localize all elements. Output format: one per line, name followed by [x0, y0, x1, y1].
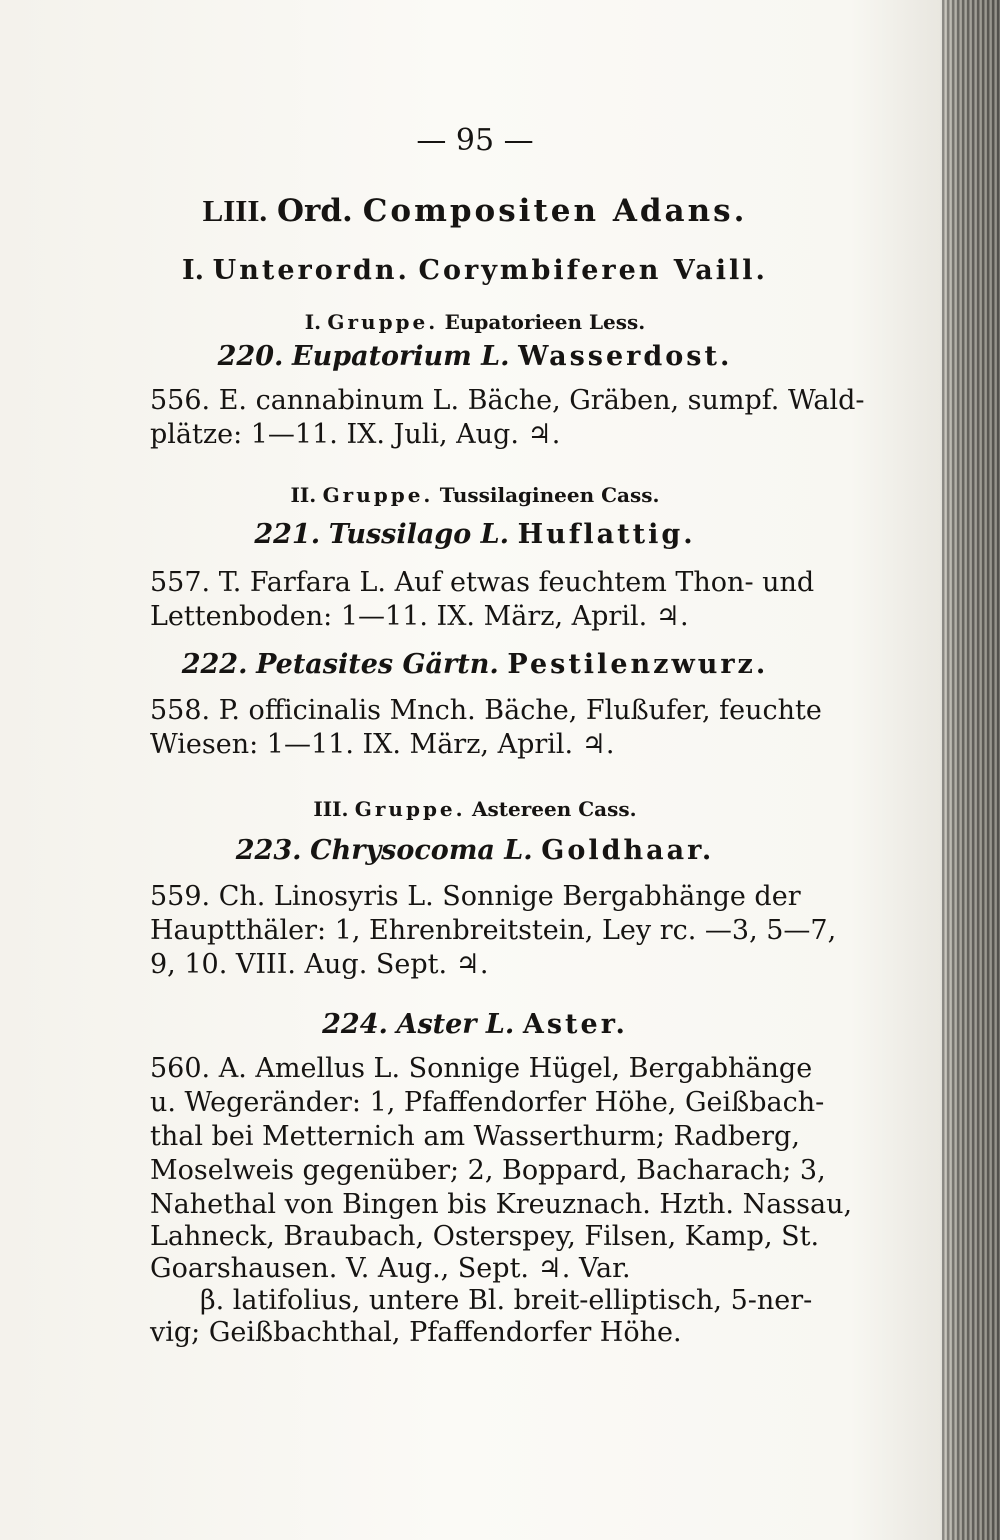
group-heading-3: III. Gruppe. Astereen Cass. — [313, 797, 637, 821]
entry-558-line-1: 558. P. officinalis Mnch. Bäche, Flußufer, feuchte — [150, 695, 822, 726]
group-heading-1: I. Gruppe. Eupatorieen Less. — [304, 310, 646, 334]
entry-560-line-3: thal bei Metternich am Wasserthurm; Radberg, — [150, 1121, 800, 1152]
suborder-label: Unterordn. — [212, 255, 410, 286]
order-label: Ord. — [277, 193, 353, 229]
order-name: Compositen Adans. — [362, 193, 748, 229]
entry-560-variety-line-1: β. latifolius, untere Bl. breit-elliptisch, 5-ner- — [200, 1285, 813, 1316]
group-heading-2: II. Gruppe. Tussilagineen Cass. — [290, 483, 660, 507]
entry-560-variety-line-2: vig; Geißbachthal, Pfaffendorfer Höhe. — [150, 1317, 682, 1348]
entry-560-line-6: Lahneck, Braubach, Osterspey, Filsen, Kamp, St. — [150, 1221, 820, 1252]
book-page-edge — [942, 0, 1000, 1540]
suborder-num: I. — [182, 255, 205, 286]
order-heading — [150, 194, 800, 228]
entry-557-line-1: 557. T. Farfara L. Auf etwas feuchtem Thon- und — [150, 567, 815, 598]
entry-560-line-1: 560. A. Amellus L. Sonnige Hügel, Bergabhänge — [150, 1053, 813, 1084]
order-num: LIII. — [202, 193, 268, 228]
entry-556-line-2: plätze: 1—11. IX. Juli, Aug. ♃. — [150, 419, 561, 450]
entry-557-line-2: Lettenboden: 1—11. IX. März, April. ♃. — [150, 601, 689, 632]
entry-560-line-2: u. Wegeränder: 1, Pfaffendorfer Höhe, Geißbach- — [150, 1087, 825, 1118]
genus-heading-222: 222. Petasites Gärtn. Pestilenzwurz. — [181, 649, 769, 680]
suborder-heading — [150, 254, 800, 288]
entry-558-line-2: Wiesen: 1—11. IX. März, April. ♃. — [150, 729, 615, 760]
entry-559-line-3: 9, 10. VIII. Aug. Sept. ♃. — [150, 949, 489, 980]
entry-559-line-1: 559. Ch. Linosyris L. Sonnige Bergabhänge der — [150, 881, 801, 912]
suborder-name: Corymbiferen Vaill. — [418, 255, 768, 286]
entry-559-line-2: Hauptthäler: 1, Ehrenbreitstein, Ley rc. —3, 5—7, — [150, 915, 837, 946]
genus-heading-224: 224. Aster L. Aster. — [322, 1009, 628, 1040]
entry-560-line-7: Goarshausen. V. Aug., Sept. ♃. Var. — [150, 1253, 631, 1284]
genus-heading-223: 223. Chrysocoma L. Goldhaar. — [235, 835, 715, 866]
genus-heading-221: 221. Tussilago L. Huflattig. — [254, 519, 696, 550]
entry-560-line-5: Nahethal von Bingen bis Kreuznach. Hzth. Nassau, — [150, 1189, 853, 1220]
genus-heading-220: 220. Eupatorium L. Wasserdost. — [217, 341, 733, 372]
entry-556-line-1: 556. E. cannabinum L. Bäche, Gräben, sumpf. Wald- — [150, 385, 865, 416]
page-number: — 95 — — [416, 123, 534, 158]
entry-560-line-4: Moselweis gegenüber; 2, Boppard, Bacharach; 3, — [150, 1155, 826, 1186]
